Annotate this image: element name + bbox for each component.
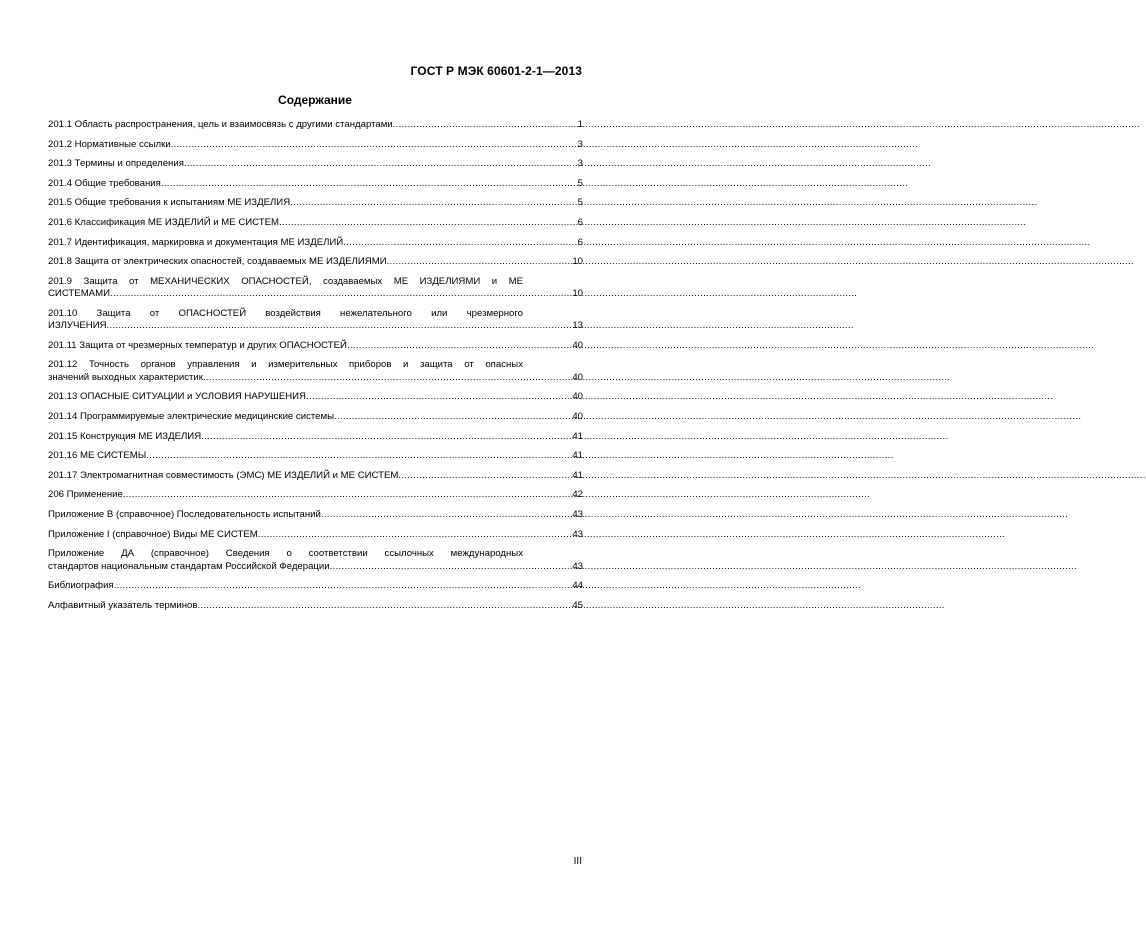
toc-entry-text-line2: СИСТЕМАМИ <box>48 288 110 300</box>
toc-leader-dots <box>203 372 571 384</box>
toc-entry-text-line1: 201.12 Точность органов управления и измерительных приборов и защита от опасных <box>48 359 523 371</box>
toc-entry-page: 44 <box>572 580 583 592</box>
toc-entry[interactable] <box>48 529 583 541</box>
toc-entry-text: Алфавитный указатель терминов <box>48 599 198 611</box>
toc-entry-text: 201.7 Идентификация, маркировка и документация МЕ ИЗДЕЛИЙ <box>48 236 344 248</box>
toc-entry-page: 40 <box>572 410 583 422</box>
toc-entry-text-line1: 201.10 Защита от ОПАСНОСТЕЙ воздействия нежелательного или чрезмерного <box>48 307 523 319</box>
toc-leader-dots <box>123 489 572 501</box>
toc-entry-text: 201.13 ОПАСНЫЕ СИТУАЦИИ и УСЛОВИЯ НАРУШЕНИЯ <box>48 391 306 403</box>
toc-entry-page: 13 <box>572 320 583 332</box>
toc-leader-dots <box>171 139 577 151</box>
document-code: ГОСТ Р МЭК 60601-2-1—2013 <box>410 64 582 78</box>
toc-leader-dots <box>393 119 577 131</box>
toc-entry-page: 43 <box>572 560 583 572</box>
toc-leader-dots <box>290 197 577 209</box>
toc-entry-page: 43 <box>572 508 583 520</box>
toc-entry-page: 40 <box>572 391 583 403</box>
toc-title: Содержание <box>278 93 352 107</box>
toc-entry-text-line2: ИЗЛУЧЕНИЯ <box>48 320 107 332</box>
toc-leader-dots <box>114 580 572 592</box>
toc-entry[interactable] <box>48 217 583 229</box>
toc-entry-page: 40 <box>572 339 583 351</box>
toc-leader-dots <box>306 391 571 403</box>
toc-leader-dots <box>146 450 571 462</box>
toc-entry[interactable] <box>48 158 583 170</box>
toc-entry-text: 201.1 Область распространения, цель и взаимосвязь с другими стандартами <box>48 119 393 130</box>
toc-entry-text: 201.5 Общие требования к испытаниям МЕ ИЗДЕЛИЯ <box>48 197 291 209</box>
toc-leader-dots <box>197 600 571 612</box>
toc-entry[interactable] <box>48 548 583 573</box>
toc-entry-page: 43 <box>572 528 583 540</box>
toc-leader-dots <box>347 340 571 352</box>
toc-leader-dots <box>387 256 572 268</box>
toc-leader-dots <box>201 431 571 443</box>
toc-leader-dots <box>334 411 571 423</box>
toc-leader-dots <box>279 217 577 229</box>
toc-leader-dots <box>258 529 572 541</box>
toc-entry[interactable] <box>48 509 583 521</box>
toc-entry-text: Библиография <box>48 580 114 592</box>
toc-entry-page: 10 <box>572 288 583 300</box>
toc-entry-text: 201.6 Классификация МЕ ИЗДЕЛИЙ и МЕ СИСТЕМ <box>48 216 280 228</box>
toc-entry[interactable] <box>48 489 583 501</box>
toc-entry-text: Приложение В (справочное) Последовательность испытаний <box>48 508 321 520</box>
toc-entry-text-line1: 201.9 Защита от МЕХАНИЧЕСКИХ ОПАСНОСТЕЙ, создаваемых МЕ ИЗДЕЛИЯМИ и МЕ <box>48 275 523 287</box>
toc-entry-text: Приложение I (справочное) Виды МЕ СИСТЕМ <box>48 528 258 540</box>
toc-entry[interactable] <box>48 237 583 249</box>
toc-leader-dots <box>110 288 571 300</box>
toc-leader-dots <box>330 561 572 573</box>
toc-entry-text: 201.15 Конструкция МЕ ИЗДЕЛИЯ <box>48 430 202 442</box>
toc-leader-dots <box>161 178 577 190</box>
toc-entry-text-line1: Приложение ДА (справочное) Сведения о соответствии ссылочных международных <box>48 548 523 560</box>
toc-entry-page: 41 <box>572 450 583 462</box>
toc-entry-text: 201.3 Термины и определения <box>48 158 184 170</box>
toc-leader-dots <box>398 470 571 482</box>
toc-entry-page: 10 <box>572 256 583 268</box>
toc-entry-text: 201.4 Общие требования <box>48 177 161 189</box>
toc-entry-page: 5 <box>577 177 583 189</box>
toc-entry-text-line2: стандартов национальным стандартам Российской Федерации <box>48 560 330 572</box>
toc-entry[interactable] <box>48 431 583 443</box>
toc-leader-dots <box>184 158 577 170</box>
toc-entry[interactable] <box>48 308 583 333</box>
toc-entry-text: 201.2 Нормативные ссылки <box>48 138 171 150</box>
toc-entry-text: 201.17 Электромагнитная совместимость (ЭМС) МЕ ИЗДЕЛИЙ и МЕ СИСТЕМ <box>48 469 399 481</box>
toc-entry-page: 41 <box>572 469 583 481</box>
page-number: III <box>573 856 582 867</box>
toc-entry-page: 1 <box>577 119 583 130</box>
toc-entry-text: 201.16 МЕ СИСТЕМЫ <box>48 450 147 462</box>
toc-entry-text: 201.8 Защита от электрических опасностей, создаваемых МЕ ИЗДЕЛИЯМИ <box>48 256 387 268</box>
toc-leader-dots <box>343 237 576 249</box>
toc-entry-text: 201.14 Программируемые электрические медицинские системы <box>48 410 334 422</box>
toc-entry[interactable] <box>48 139 583 151</box>
toc-entry[interactable] <box>48 256 583 268</box>
toc-entry-text: 206 Применение <box>48 489 123 501</box>
toc-entry[interactable] <box>48 340 583 352</box>
toc-entry-page: 5 <box>577 197 583 209</box>
toc-entry-page: 42 <box>572 489 583 501</box>
toc-entry-page: 6 <box>577 236 583 248</box>
toc-entry[interactable] <box>48 600 583 612</box>
toc-entry[interactable] <box>48 391 583 403</box>
toc-entry[interactable] <box>48 178 583 190</box>
toc-entry[interactable] <box>48 470 583 482</box>
toc-leader-dots <box>321 509 571 521</box>
toc-entry-page: 45 <box>572 599 583 611</box>
toc-entry[interactable] <box>48 411 583 423</box>
toc-entry[interactable] <box>48 359 583 384</box>
toc-leader-dots <box>107 320 572 332</box>
toc-entry-text-line2: значений выходных характеристик <box>48 371 203 383</box>
toc-entry-page: 41 <box>572 430 583 442</box>
toc-entry-page: 3 <box>577 138 583 150</box>
toc-entry[interactable] <box>48 276 583 301</box>
toc-entry[interactable] <box>48 580 583 592</box>
toc-entry[interactable] <box>48 119 583 131</box>
toc-entry-page: 3 <box>577 158 583 170</box>
toc-entry-text: 201.11 Защита от чрезмерных температур и других ОПАСНОСТЕЙ <box>48 339 347 351</box>
toc-entry-page: 6 <box>577 216 583 228</box>
toc-entry[interactable] <box>48 450 583 462</box>
toc-entry[interactable] <box>48 197 583 209</box>
table-of-contents <box>48 119 583 619</box>
toc-entry-page: 40 <box>572 371 583 383</box>
